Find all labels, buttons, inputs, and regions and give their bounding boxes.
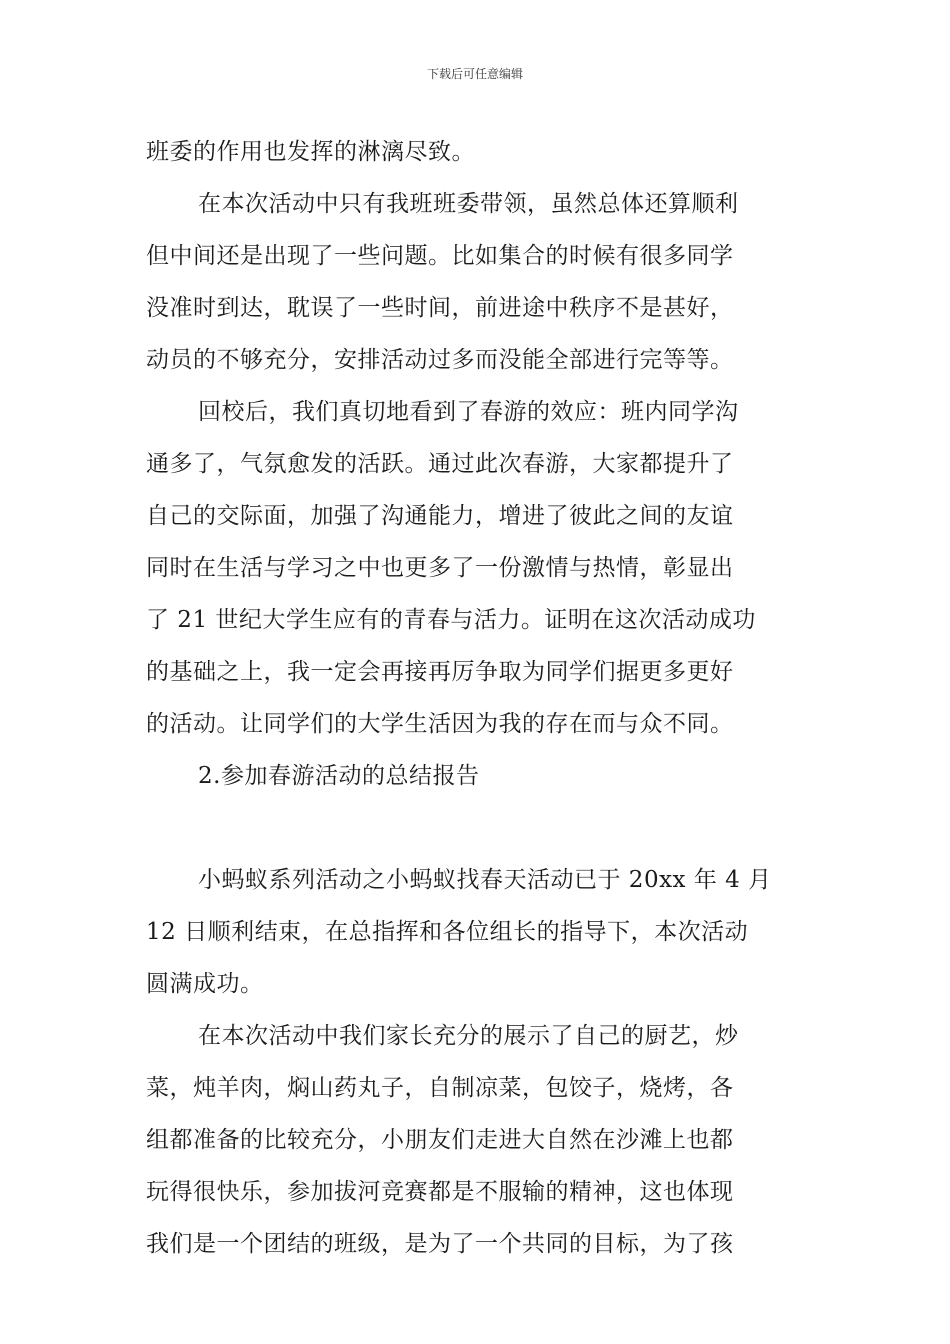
text-line: 的基础之上，我一定会再接再厉争取为同学们据更多更好 <box>146 659 734 685</box>
text-line: 自己的交际面，加强了沟通能力，增进了彼此之间的友谊 <box>146 503 734 529</box>
text-line: 同时在生活与学习之中也更多了一份激情与热情，彰显出 <box>146 555 734 581</box>
paragraph-5 <box>146 1010 810 1270</box>
text-line: 但中间还是出现了一些问题。比如集合的时候有很多同学 <box>146 243 734 269</box>
blank-line <box>146 802 810 854</box>
text-line: 在本次活动中只有我班班委带领，虽然总体还算顺利 <box>198 191 739 217</box>
paragraph-3 <box>146 386 810 750</box>
text-line: 组都准备的比较充分，小朋友们走进大自然在沙滩上也都 <box>146 1127 734 1153</box>
text-line: 的活动。让同学们的大学生活因为我的存在而与众不同。 <box>146 711 734 737</box>
document-body <box>146 126 810 1270</box>
text-line: 了 21 世纪大学生应有的青春与活力。证明在这次活动成功 <box>146 607 756 633</box>
text-line: 圆满成功。 <box>146 971 264 997</box>
text-line: 玩得很快乐，参加拔河竞赛都是不服输的精神，这也体现 <box>146 1179 734 1205</box>
text-line: 在本次活动中我们家长充分的展示了自己的厨艺，炒 <box>198 1023 739 1049</box>
text-line: 回校后，我们真切地看到了春游的效应：班内同学沟 <box>198 399 739 425</box>
paragraph-2 <box>146 178 810 386</box>
section-heading: 2.参加春游活动的总结报告 <box>198 763 480 789</box>
text-line: 小蚂蚁系列活动之小蚂蚁找春天活动已于 20xx 年 4 月 <box>198 867 772 893</box>
text-line: 没准时到达，耽误了一些时间，前进途中秩序不是甚好， <box>146 295 734 321</box>
text-line: 菜，炖羊肉，焖山药丸子，自制凉菜，包饺子，烧烤，各 <box>146 1075 734 1101</box>
paragraph-1 <box>146 126 810 178</box>
page-header: 下载后可任意编辑 <box>426 67 523 81</box>
text-line: 12 日顺利结束，在总指挥和各位组长的指导下，本次活动 <box>146 919 749 945</box>
text-line: 通多了，气氛愈发的活跃。通过此次春游，大家都提升了 <box>146 451 734 477</box>
paragraph-4 <box>146 854 810 1010</box>
text-line: 班委的作用也发挥的淋漓尽致。 <box>146 139 475 165</box>
text-line: 我们是一个团结的班级，是为了一个共同的目标，为了孩 <box>146 1231 734 1257</box>
text-line: 动员的不够充分，安排活动过多而没能全部进行完等等。 <box>146 347 734 373</box>
